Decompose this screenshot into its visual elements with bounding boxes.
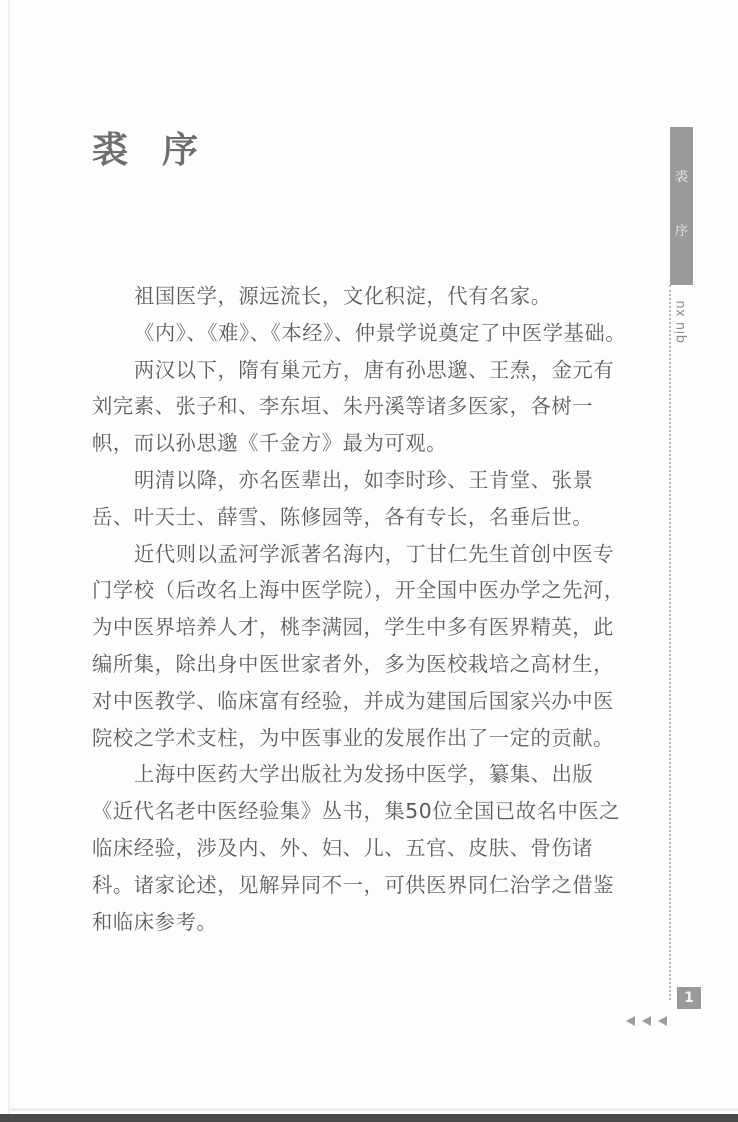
paragraph: 明清以降，亦名医辈出，如李时珍、王肯堂、张景岳、叶天士、薛雪、陈修园等，各有专长，名垂后世。 [92, 467, 594, 529]
page-title: 裘序 [92, 129, 233, 171]
preface-body [92, 278, 632, 940]
margin-dotted-rule [669, 285, 671, 1000]
page-number: 1 [677, 987, 701, 1009]
page-bottom-shadow [10, 1108, 738, 1111]
paragraph: 近代则以孟河学派著名海内，丁甘仁先生首创中医专门学校（后改名上海中医学院），开全国中医办学之先河，为中医界培养人才，桃李满园，学生中多有医界精英，此编所集，除出身中医世家者外，多为医校栽培之高材生，对中医教学、临床富有经验，并成为建国后国家兴办中医院校之学术支柱，为中医事业的发展作出了一定的贡献。 [92, 541, 625, 750]
left-triangle-icon [626, 1016, 635, 1026]
page-left-edge [8, 0, 10, 1115]
left-triangle-icon [658, 1016, 667, 1026]
paragraph: 上海中医药大学出版社为发扬中医学，纂集、出版《近代名老中医经验集》丛书，集50位全国已故名中医之临床经验，涉及内、外、妇、儿、五官、皮肤、骨伤诸科。诸家论述，见解异同不一，可供医界同仁治学之借鉴和临床参考。 [92, 762, 621, 934]
paragraph: 祖国医学，源远流长，文化积淀，代有名家。 [134, 284, 552, 308]
side-tab-pinyin: qiu xu [673, 299, 688, 343]
left-triangle-icon [642, 1016, 651, 1026]
page-bottom-edge [0, 1114, 738, 1122]
paragraph: 两汉以下，隋有巢元方，唐有孙思邈、王焘，金元有刘完素、张子和、李东垣、朱丹溪等诸多医家，各树一帜，而以孙思邈《千金方》最为可观。 [92, 357, 615, 456]
side-tab-char: 裘 [674, 170, 688, 185]
side-tab-char: 序 [674, 224, 688, 239]
triple-left-triangle-icon [626, 1016, 667, 1028]
paragraph: 《内》、《难》、《本经》、仲景学说奠定了中医学基础。 [134, 320, 627, 345]
chapter-side-tab [670, 127, 693, 285]
